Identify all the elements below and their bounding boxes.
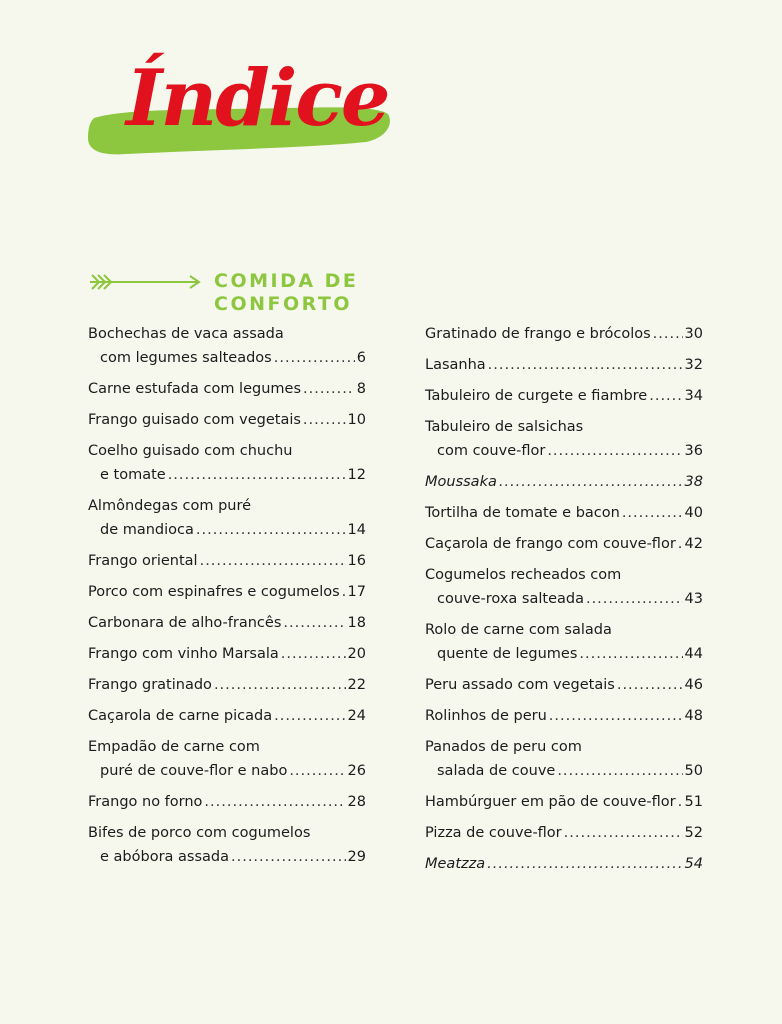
toc-page-number: 22 (347, 677, 366, 693)
toc-entry[interactable] (88, 439, 366, 487)
toc-entry-title: Meatzza (425, 856, 486, 872)
toc-entry-title: Frango com vinho Marsala (88, 646, 279, 662)
toc-column-left (88, 322, 366, 876)
toc-page-number: 43 (684, 591, 703, 607)
toc-entry-title: Hambúrguer em pão de couve-flor (425, 794, 676, 810)
dot-leader (549, 704, 683, 728)
toc-entry[interactable] (88, 673, 366, 697)
dot-leader (303, 377, 355, 401)
toc-entry-title: Moussaka (425, 474, 497, 490)
toc-page-number: 34 (684, 388, 703, 404)
toc-entry-title: Carbonara de alho-francês (88, 615, 282, 631)
dot-leader (649, 384, 682, 408)
dot-leader (168, 463, 346, 487)
toc-entry-title: Rolo de carne com salada (425, 622, 612, 638)
toc-entry[interactable] (425, 704, 703, 728)
toc-entry-title: Cogumelos recheados com (425, 567, 622, 583)
toc-entry[interactable] (88, 611, 366, 635)
toc-page-number: 29 (347, 849, 366, 865)
dot-leader (617, 673, 683, 697)
arrow-icon (88, 272, 204, 292)
dot-leader (281, 642, 346, 666)
toc-entry[interactable] (88, 821, 366, 869)
toc-entry-title: Peru assado com vegetais (425, 677, 615, 693)
toc-entry[interactable] (425, 852, 703, 876)
toc-entry-title: Empadão de carne com (88, 739, 260, 755)
toc-page-number: 10 (347, 412, 366, 428)
toc-entry[interactable] (88, 377, 366, 401)
toc-entry-title: Rolinhos de peru (425, 708, 547, 724)
toc-entry-title: Tabuleiro de curgete e fiambre (425, 388, 648, 404)
toc-entry[interactable] (425, 501, 703, 525)
toc-entry[interactable] (425, 353, 703, 377)
toc-entry-title: Almôndegas com puré (88, 498, 252, 514)
dot-leader (678, 790, 683, 814)
toc-page-number: 8 (356, 381, 366, 397)
dot-leader (204, 790, 345, 814)
toc-entry-title: com legumes salteados (100, 350, 272, 366)
toc-entry[interactable] (425, 384, 703, 408)
toc-entry-title: Gratinado de frango e brócolos (425, 326, 651, 342)
toc-page-number: 18 (347, 615, 366, 631)
dot-leader (214, 673, 346, 697)
toc-entry[interactable] (425, 415, 703, 463)
toc-entry-title: com couve-flor (437, 443, 546, 459)
toc-page-number: 50 (684, 763, 703, 779)
toc-entry[interactable] (425, 821, 703, 845)
toc-entry[interactable] (88, 549, 366, 573)
section-title: COMIDA DE CONFORTO (214, 270, 359, 315)
dot-leader (342, 580, 346, 604)
dot-leader (274, 346, 355, 370)
toc-page-number: 54 (684, 856, 703, 872)
toc-page-number: 12 (347, 467, 366, 483)
toc-entry[interactable] (425, 322, 703, 346)
toc-entry-title: Caçarola de frango com couve-flor (425, 536, 676, 552)
dot-leader (547, 439, 682, 463)
toc-entry-title: de mandioca (100, 522, 194, 538)
dot-leader (653, 322, 683, 346)
dot-leader (274, 704, 345, 728)
toc-page-number: 46 (684, 677, 703, 693)
toc-entry-title: Lasanha (425, 357, 486, 373)
toc-entry-title: Pizza de couve-flor (425, 825, 562, 841)
dot-leader (579, 642, 682, 666)
toc-entry[interactable] (88, 494, 366, 542)
toc-page-number: 51 (684, 794, 703, 810)
dot-leader (557, 759, 682, 783)
dot-leader (488, 353, 683, 377)
toc-entry-title: e abóbora assada (100, 849, 229, 865)
toc-page-number: 38 (684, 474, 703, 490)
toc-entry[interactable] (425, 735, 703, 783)
toc-page-number: 48 (684, 708, 703, 724)
page-title: Índice (126, 53, 389, 144)
toc-entry-title: Porco com espinafres e cogumelos (88, 584, 340, 600)
dot-leader (564, 821, 683, 845)
toc-page-number: 32 (684, 357, 703, 373)
toc-entry-title: puré de couve-flor e nabo (100, 763, 288, 779)
dot-leader (499, 470, 683, 494)
toc-page-number: 52 (684, 825, 703, 841)
dot-leader (289, 759, 345, 783)
toc-entry-title: Coelho guisado com chuchu (88, 443, 293, 459)
toc-entry-title: Carne estufada com legumes (88, 381, 301, 397)
toc-page-number: 16 (347, 553, 366, 569)
toc-entry[interactable] (88, 642, 366, 666)
toc-page-number: 26 (347, 763, 366, 779)
toc-entry-title: Frango no forno (88, 794, 203, 810)
toc-entry-title: couve-roxa salteada (437, 591, 584, 607)
toc-entry[interactable] (88, 735, 366, 783)
dot-leader (231, 845, 346, 869)
toc-page-number: 42 (684, 536, 703, 552)
toc-page-number: 20 (347, 646, 366, 662)
toc-entry[interactable] (425, 618, 703, 666)
toc-column-right (425, 322, 703, 883)
toc-entry[interactable] (425, 790, 703, 814)
toc-entry-title: Frango guisado com vegetais (88, 412, 301, 428)
dot-leader (196, 518, 346, 542)
toc-page-number: 36 (684, 443, 703, 459)
dot-leader (678, 532, 683, 556)
toc-entry[interactable] (88, 408, 366, 432)
toc-entry-title: Frango oriental (88, 553, 198, 569)
toc-entry[interactable] (88, 790, 366, 814)
toc-page-number: 6 (356, 350, 366, 366)
toc-entry-title: Bochechas de vaca assada (88, 326, 284, 342)
toc-page-number: 30 (684, 326, 703, 342)
dot-leader (487, 852, 682, 876)
toc-page-number: 40 (684, 505, 703, 521)
toc-page-number: 28 (347, 794, 366, 810)
toc-entry[interactable] (88, 322, 366, 370)
dot-leader (303, 408, 346, 432)
toc-entry-title: Caçarola de carne picada (88, 708, 273, 724)
dot-leader (586, 587, 683, 611)
toc-entry[interactable] (425, 470, 703, 494)
toc-entry-title: Frango gratinado (88, 677, 212, 693)
toc-page-number: 24 (347, 708, 366, 724)
toc-entry[interactable] (425, 532, 703, 556)
toc-page-number: 14 (347, 522, 366, 538)
dot-leader (200, 549, 346, 573)
toc-entry-title: salada de couve (437, 763, 556, 779)
toc-entry[interactable] (425, 563, 703, 611)
toc-entry-title: Tabuleiro de salsichas (425, 419, 584, 435)
toc-entry-title: Tortilha de tomate e bacon (425, 505, 620, 521)
toc-entry-title: Bifes de porco com cogumelos (88, 825, 311, 841)
toc-entry-title: e tomate (100, 467, 166, 483)
toc-entry[interactable] (88, 580, 366, 604)
toc-page-number: 44 (684, 646, 703, 662)
dot-leader (622, 501, 683, 525)
toc-entry[interactable] (425, 673, 703, 697)
title-block (86, 53, 396, 166)
toc-page-number: 17 (347, 584, 366, 600)
toc-entry-title: Panados de peru com (425, 739, 582, 755)
dot-leader (283, 611, 345, 635)
toc-entry[interactable] (88, 704, 366, 728)
toc-entry-title: quente de legumes (437, 646, 578, 662)
